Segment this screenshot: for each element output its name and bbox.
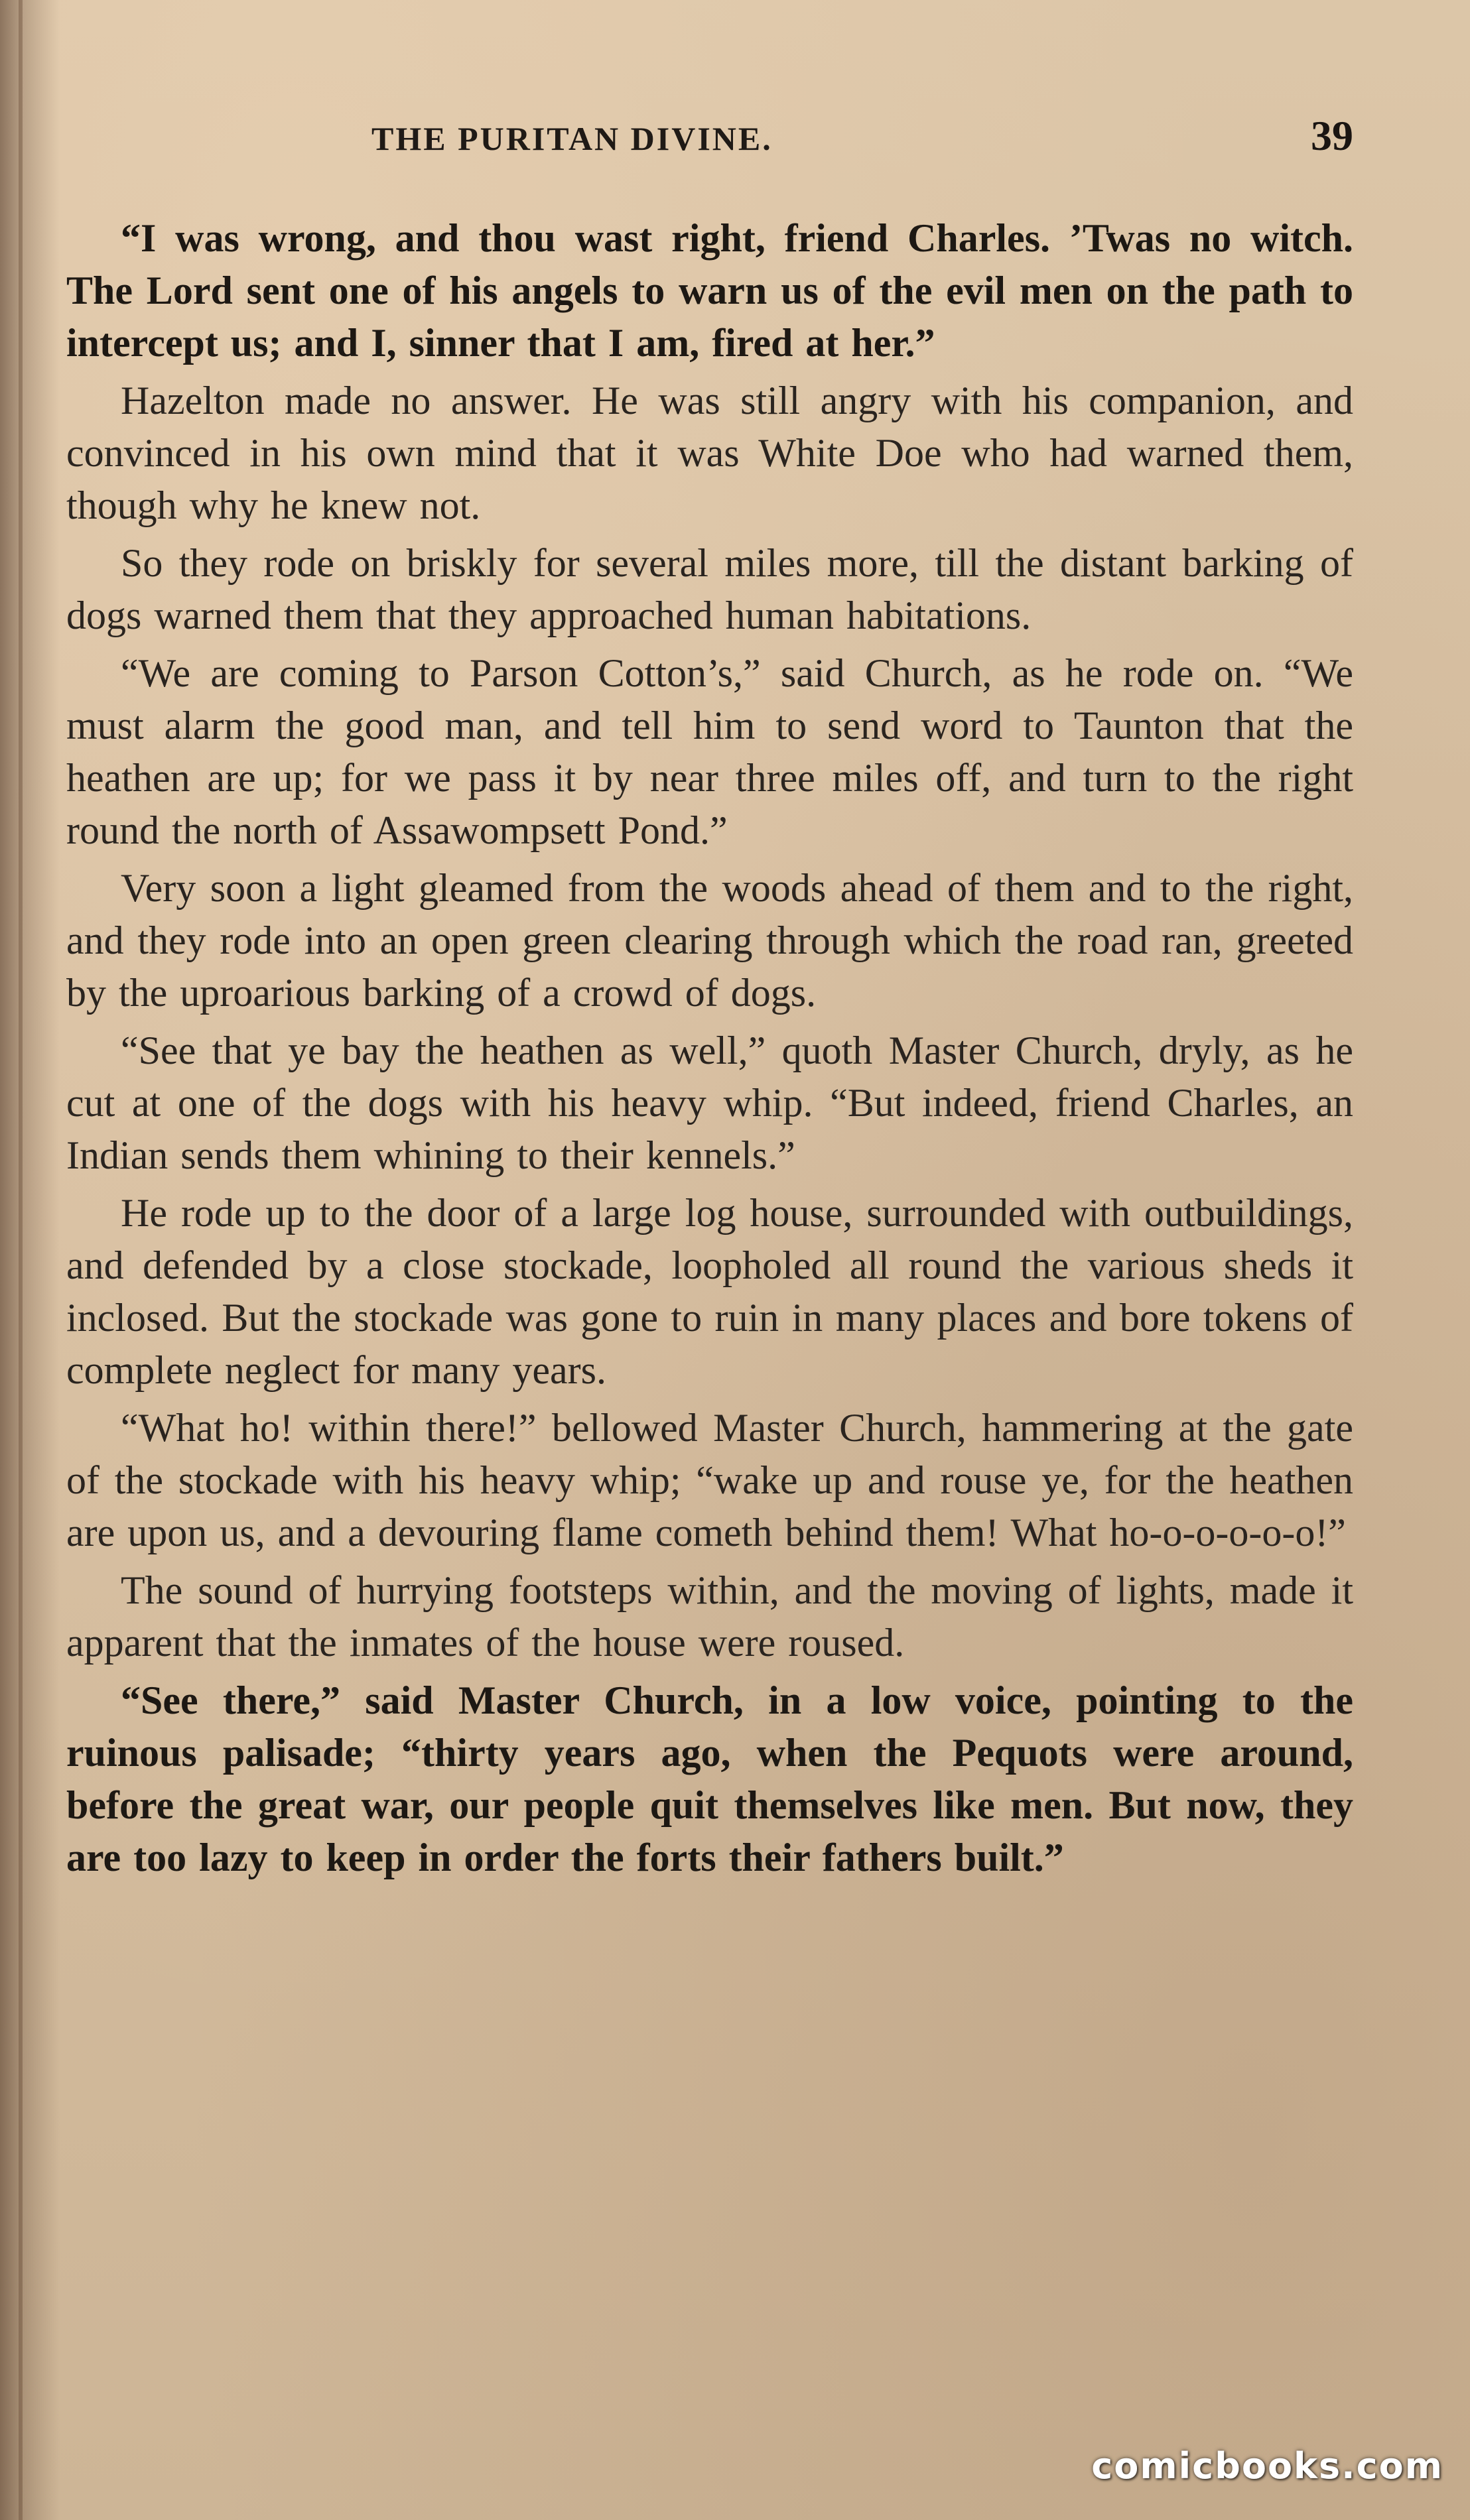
running-head [66, 112, 1353, 186]
paragraph-3: So they rode on briskly for several miles more, till the distant barking of dogs warned them that they approached human habitations. [66, 541, 1353, 637]
paragraph-10: “See there,” said Master Church, in a low voice, pointing to the ruinous palisade; “thirty years ago, when the Pequots were around, before the great war, our people quit themselves like men. But now, they are too lazy to keep in order the forts their fathers built.” [66, 1678, 1353, 1879]
body-text [66, 212, 1353, 1889]
paragraph-1: “I was wrong, and thou wast right, friend Charles. ’Twas no witch. The Lord sent one of his angels to warn us of the evil men on the path to intercept us; and I, sinner that I am, fired at her.” [66, 216, 1353, 365]
paragraph-8: “What ho! within there!” bellowed Master Church, hammering at the gate of the stockade with his heavy whip; “wake up and rouse ye, for the heathen are upon us, and a devouring flame cometh behind them! What ho-o-o-o-o-o!” [66, 1406, 1353, 1554]
paragraph-6: “See that ye bay the heathen as well,” quoth Master Church, dryly, as he cut at one of the dogs with his heavy whip. “But indeed, friend Charles, an Indian sends them whining to their kennels.” [66, 1029, 1353, 1177]
site-watermark: comicbooks.com [1091, 2445, 1443, 2487]
running-title: THE PURITAN DIVINE. [371, 120, 773, 157]
paragraph-7: He rode up to the door of a large log house, surrounded with outbuildings, and defended by a close stockade, loopholed all round the various sheds it inclosed. But the stockade was gone to ruin in many places and bore tokens of complete neglect for many years. [66, 1191, 1353, 1392]
page-binding-edge [19, 0, 23, 2520]
paragraph-5: Very soon a light gleamed from the woods ahead of them and to the right, and they rode into an open green clearing through which the road ran, greeted by the uproarious barking of a crowd of dogs. [66, 866, 1353, 1015]
page-gutter-shadow [0, 0, 60, 2520]
paragraph-4: “We are coming to Parson Cotton’s,” said Church, as he rode on. “We must alarm the good man, and tell him to send word to Taunton that the heathen are up; for we pass it by near three miles off, and turn to the right round the north of Assawompsett Pond.” [66, 651, 1353, 852]
book-page [66, 0, 1353, 2520]
page-number: 39 [1311, 112, 1353, 159]
paragraph-2: Hazelton made no answer. He was still angry with his companion, and convinced in his own mind that it was White Doe who had warned them, though why he knew not. [66, 379, 1353, 527]
paragraph-9: The sound of hurrying footsteps within, and the moving of lights, made it apparent that the inmates of the house were roused. [66, 1568, 1353, 1665]
